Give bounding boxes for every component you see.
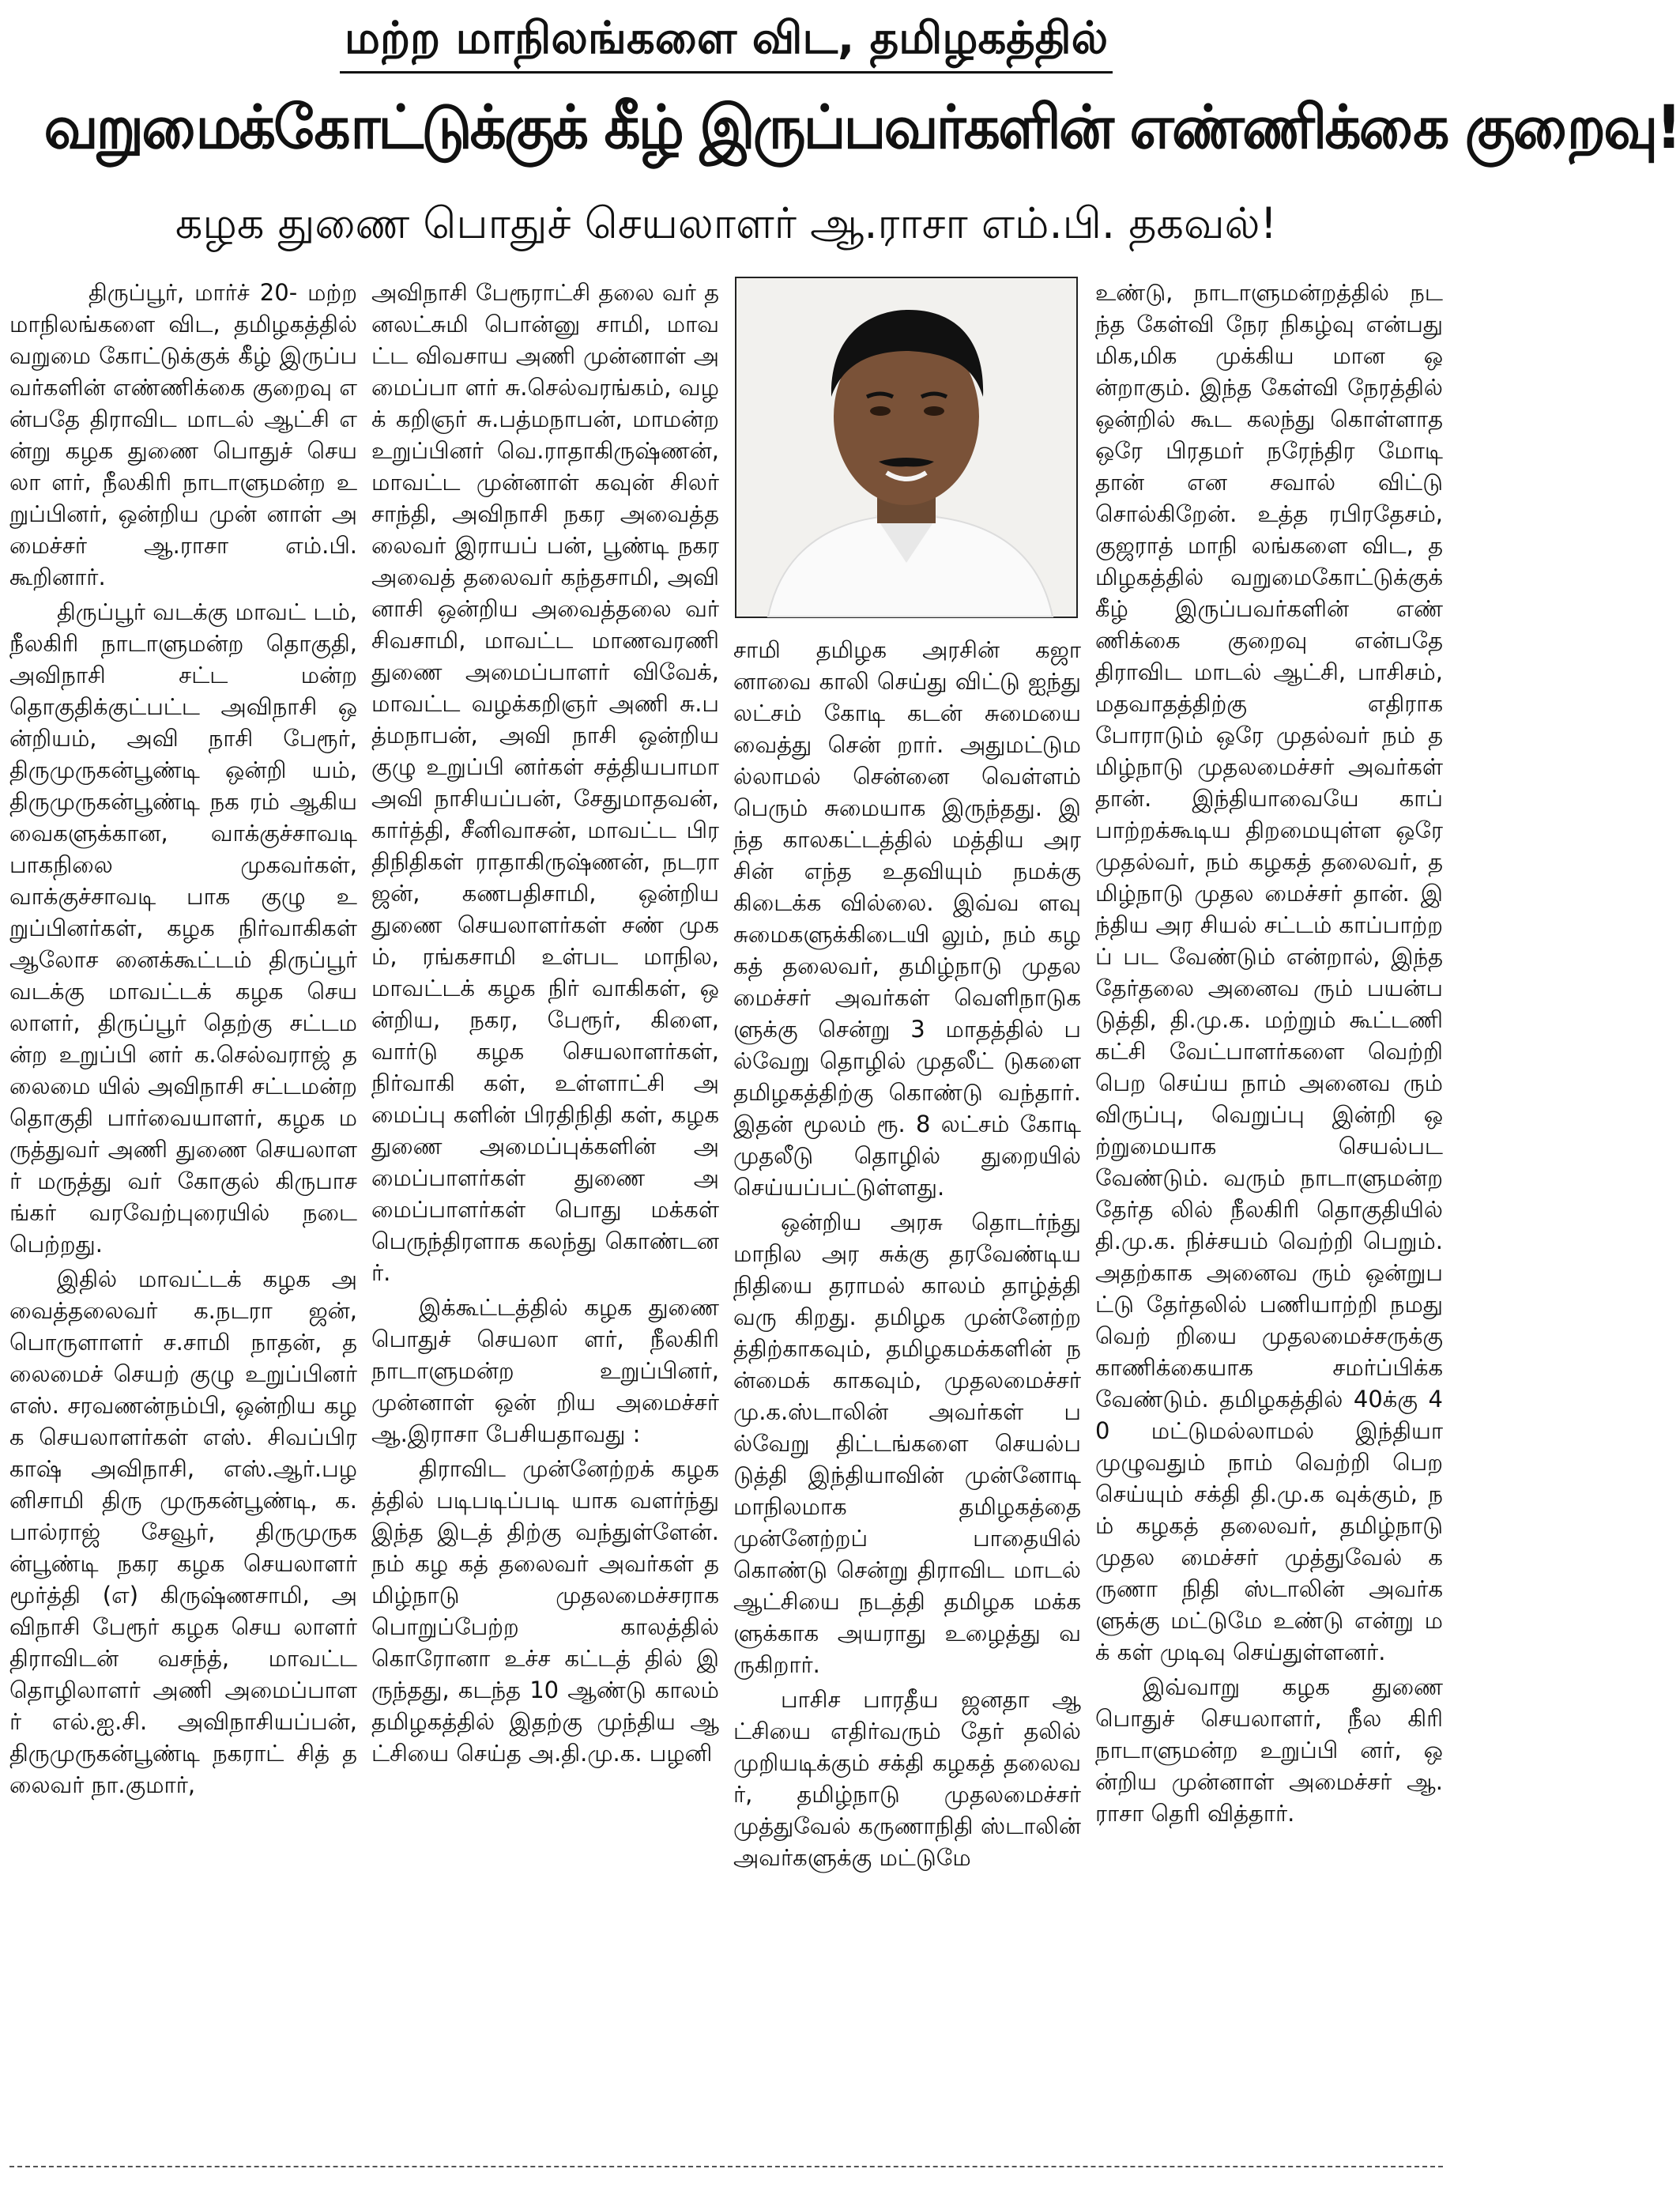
paragraph: இவ்வாறு கழக துணை பொதுச் செயலாளர், நீல கிரி நாடாளுமன்ற உறுப்பி னர், ஒன்றிய முன்னாள் அமைச்சர் ஆ.ராசா தெரி வித்தார்.	[1095, 1673, 1443, 1827]
column-3	[733, 277, 1081, 2146]
kicker-line	[8, 6, 1445, 71]
headline: வறுமைக்கோட்டுக்குக் கீழ் இருப்பவர்களின் எண்ணிக்கை குறைவு!	[43, 92, 1680, 162]
speaker-photo	[735, 277, 1078, 618]
portrait-image	[736, 278, 1076, 617]
paragraph: திருப்பூர் வடக்கு மாவட் டம், நீலகிரி நாடாளுமன்ற தொகுதி, அவிநாசி சட்ட மன்ற தொகுதிக்குட்பட்ட அவிநாசி ஒன்றியம், அவி நாசி பேரூர், திருமுருகன்பூண்டி ஒன்றி யம், திருமுருகன்பூண்டி நக ரம் ஆகியவைகளுக்கான, வாக்குச்சாவடி பாகநிலை முகவர்கள், வாக்குச்சாவடி பாக குழு உறுப்பினர்கள், கழக நிர்வாகிகள் ஆலோச னைக்கூட்டம் திருப்பூர் வடக்கு மாவட்டக் கழக செயலாளர், திருப்பூர் தெற்கு சட்டமன்ற உறுப்பி னர் க.செல்வராஜ் தலைமை யில் அவிநாசி சட்டமன்ற தொகுதி பார்வையாளர், கழக மருத்துவர் அணி துணை செயலாளர் மருத்து வர் கோகுல் கிருபாசங்கர் வரவேற்புரையில் நடை பெற்றது.	[9, 598, 357, 1258]
paragraph: உண்டு, நாடாளுமன்றத்தில் நடந்த கேள்வி நேர நிகழ்வு என்பது மிக,மிக முக்கிய மான ஒன்றாகும். இந்த கேள்வி நேரத்தில் ஒன்றில் கூட கலந்து கொள்ளாத ஒரே பிரதமர் நரேந்திர மோடி தான் என சவால் விட்டு சொல்கிறேன். உத்த ரபிரதேசம், குஜராத் மாநி லங்களை விட, தமிழகத்தில் வறுமைகோட்டுக்குக் கீழ் இருப்பவர்களின் எண் ணிக்கை குறைவு என்பதே திராவிட மாடல் ஆட்சி, பாசிசம், மதவாதத்திற்கு எதிராக போராடும் ஒரே முதல்வர் நம் தமிழ்நாடு முதலமைச்சர் அவர்கள் தான். இந்தியாவையே காப் பாற்றக்கூடிய திறமையுள்ள ஒரே முதல்வர், நம் கழகத் தலைவர், தமிழ்நாடு முதல மைச்சர் தான். இந்திய அர சியல் சட்டம் காப்பாற்றப் பட வேண்டும் என்றால், இந்த தேர்தலை அனைவ ரும் பயன்படுத்தி, தி.மு.க. மற்றும் கூட்டணி கட்சி வேட்பாளர்களை வெற்றி பெற செய்ய நாம் அனைவ ரும் விருப்பு, வெறுப்பு இன்றி ஒற்றுமையாக செயல்பட வேண்டும். வரும் நாடாளுமன்ற தேர்த லில் நீலகிரி தொகுதியில் தி.மு.க. நிச்சயம் வெற்றி பெறும். அதற்காக அனைவ ரும் ஒன்றுபட்டு தேர்தலில் பணியாற்றி நமது வெற் றியை முதலமைச்சருக்கு காணிக்கையாக சமர்ப்பிக்க வேண்டும். தமிழகத்தில் 40க்கு 40 மட்டுமல்லாமல் இந்தியா முழுவதும் நாம் வெற்றி பெற செய்யும் சக்தி தி.மு.க வுக்கும், நம் கழகத் தலைவர், தமிழ்நாடு முதல மைச்சர் முத்துவேல் கருணா நிதி ஸ்டாலின் அவர்களுக்கு மட்டுமே உண்டு என்று மக் கள் முடிவு செய்துள்ளனர்.	[1095, 279, 1444, 1665]
paragraph: ஒன்றிய அரசு தொடர்ந்து மாநில அர சுக்கு தரவேண்டிய நிதியை தராமல் காலம் தாழ்த்தி வரு கிறது. தமிழக முன்னேற்றத்திற்காகவும், தமிழகமக்களின் நன்மைக் காகவும், முதலமைச்சர் மு.க.ஸ்டாலின் அவர்கள் பல்வேறு திட்டங்களை செயல்படுத்தி இந்தியாவின் முன்னோடி மாநிலமாக தமிழகத்தை முன்னேற்றப் பாதையில் கொண்டு சென்று திராவிட மாடல் ஆட்சியை நடத்தி தமிழக மக்களுக்காக அயராது உழைத்து வருகிறார்.	[733, 1209, 1081, 1678]
paragraph: திராவிட முன்னேற்றக் கழகத்தில் படிபடிப்படி யாக வளர்ந்து இந்த இடத் திற்கு வந்துள்ளேன். நம் கழ கத் தலைவர் அவர்கள் தமிழ்நாடு முதலமைச்சராக பொறுப்பேற்ற காலத்தில் கொரோனா உச்ச கட்டத் தில் இருந்தது, கடந்த 10 ஆண்டு காலம் தமிழகத்தில் இதற்கு முந்திய ஆட்சியை செய்த அ.தி.மு.க. பழனி	[371, 1455, 719, 1767]
column-2	[371, 277, 719, 2146]
article-body	[9, 277, 1443, 2146]
subheadline: கழக துணை பொதுச் செயலாளர் ஆ.ராசா எம்.பி. தகவல்!	[175, 198, 1278, 248]
bottom-divider	[9, 2166, 1443, 2167]
paragraph: அவிநாசி பேரூராட்சி தலை வர் தனலட்சுமி பொன்னு சாமி, மாவட்ட விவசாய அணி முன்னாள் அமைப்பா ளர் சு.செல்வரங்கம், வழக் கறிஞர் சு.பத்மநாபன், மாமன்ற உறுப்பினர் வெ.ராதாகிருஷ்ணன், மாவட்ட முன்னாள் கவுன் சிலர் சாந்தி, அவிநாசி நகர அவைத்தலைவர் இராயப் பன், பூண்டி நகர அவைத் தலைவர் கந்தசாமி, அவி னாசி ஒன்றிய அவைத்தலை வர் சிவசாமி, மாவட்ட மாணவரணி துணை அமைப்பாளர் விவேக், மாவட்ட வழக்கறிஞர் அணி சு.பத்மநாபன், அவி நாசி ஒன்றிய குழு உறுப்பி னர்கள் சத்தியபாமா அவி நாசியப்பன், சேதுமாதவன், கார்த்தி, சீனிவாசன், மாவட்ட பிரதிநிதிகள் ராதாகிருஷ்ணன், நடரா ஜன், கணபதிசாமி, ஒன்றிய துணை செயலாளர்கள் சண் முகம், ரங்கசாமி உள்பட மாநில, மாவட்டக் கழக நிர் வாகிகள், ஒன்றிய, நகர, பேரூர், கிளை, வார்டு கழக செயலாளர்கள், நிர்வாகி கள், உள்ளாட்சி அமைப்பு களின் பிரதிநிதி கள், கழக துணை அமைப்புக்களின் அமைப்பாளர்கள் துணை அமைப்பாளர்கள் பொது மக்கள் பெருந்திரளாக கலந்து கொண்டனர்.	[371, 279, 719, 1286]
column-1	[9, 277, 357, 2146]
column-4	[1095, 277, 1443, 2146]
paragraph: பாசிச பாரதீய ஜனதா ஆட்சியை எதிர்வரும் தேர் தலில் முறியடிக்கும் சக்தி கழகத் தலைவர், தமிழ்நாடு முதலமைச்சர் முத்துவேல் கருணாநிதி ஸ்டாலின் அவர்களுக்கு மட்டுமே	[733, 1686, 1081, 1871]
paragraph: இதில் மாவட்டக் கழக அவைத்தலைவர் க.நடரா ஜன், பொருளாளர் ச.சாமி நாதன், தலைமைச் செயற் குழு உறுப்பினர் எஸ். சரவணன்நம்பி, ஒன்றிய கழக செயலாளர்கள் எஸ். சிவப்பிரகாஷ் அவிநாசி, எஸ்.ஆர்.பழனிசாமி திரு முருகன்பூண்டி, க.பால்ராஜ் சேவூர், திருமுருகன்பூண்டி நகர கழக செயலாளர் மூர்த்தி (எ) கிருஷ்ணசாமி, அவிநாசி பேரூர் கழக செய லாளர் திராவிடன் வசந்த், மாவட்ட தொழிலாளர் அணி அமைப்பாளர் எல்.ஐ.சி. அவிநாசியப்பன், திருமுருகன்பூண்டி நகராட் சித் தலைவர் நா.குமார்,	[9, 1265, 357, 1798]
paragraph: இக்கூட்டத்தில் கழக துணை பொதுச் செயலா ளர், நீலகிரி நாடாளுமன்ற உறுப்பினர், முன்னாள் ஒன் றிய அமைச்சர் ஆ.இராசா பேசியதாவது :	[371, 1294, 719, 1447]
kicker-text: மற்ற மாநிலங்களை விட, தமிழகத்தில்	[340, 6, 1113, 74]
paragraph: திருப்பூர், மார்ச் 20- மற்ற மாநிலங்களை விட, தமிழகத்தில் வறுமை கோட்டுக்குக் கீழ் இருப்ப வர்களின் எண்ணிக்கை குறைவு என்பதே திராவிட மாடல் ஆட்சி என்று கழக துணை பொதுச் செயலா ளர், நீலகிரி நாடாளுமன்ற உறுப்பினர், ஒன்றிய முன் னாள் அமைச்சர் ஆ.ராசா எம்.பி. கூறினார்.	[9, 279, 357, 590]
paragraph: சாமி தமிழக அரசின் கஜா னாவை காலி செய்து விட்டு ஐந்து லட்சம் கோடி கடன் சுமையை வைத்து சென் றார். அதுமட்டுமல்லாமல் சென்னை வெள்ளம் பெரும் சுமையாக இருந்தது. இந்த காலகட்டத்தில் மத்திய அர சின் எந்த உதவியும் நமக்கு கிடைக்க வில்லை. இவ்வ ளவு சுமைகளுக்கிடையி லும், நம் கழகத் தலைவர், தமிழ்நாடு முதலமைச்சர் அவர்கள் வெளிநாடுக ளுக்கு சென்று 3 மாதத்தில் பல்வேறு தொழில் முதலீட் டுகளை தமிழகத்திற்கு கொண்டு வந்தார். இதன் மூலம் ரூ. 8 லட்சம் கோடி முதலீடு தொழில் துறையில் செய்யப்பட்டுள்ளது.	[733, 636, 1081, 1201]
